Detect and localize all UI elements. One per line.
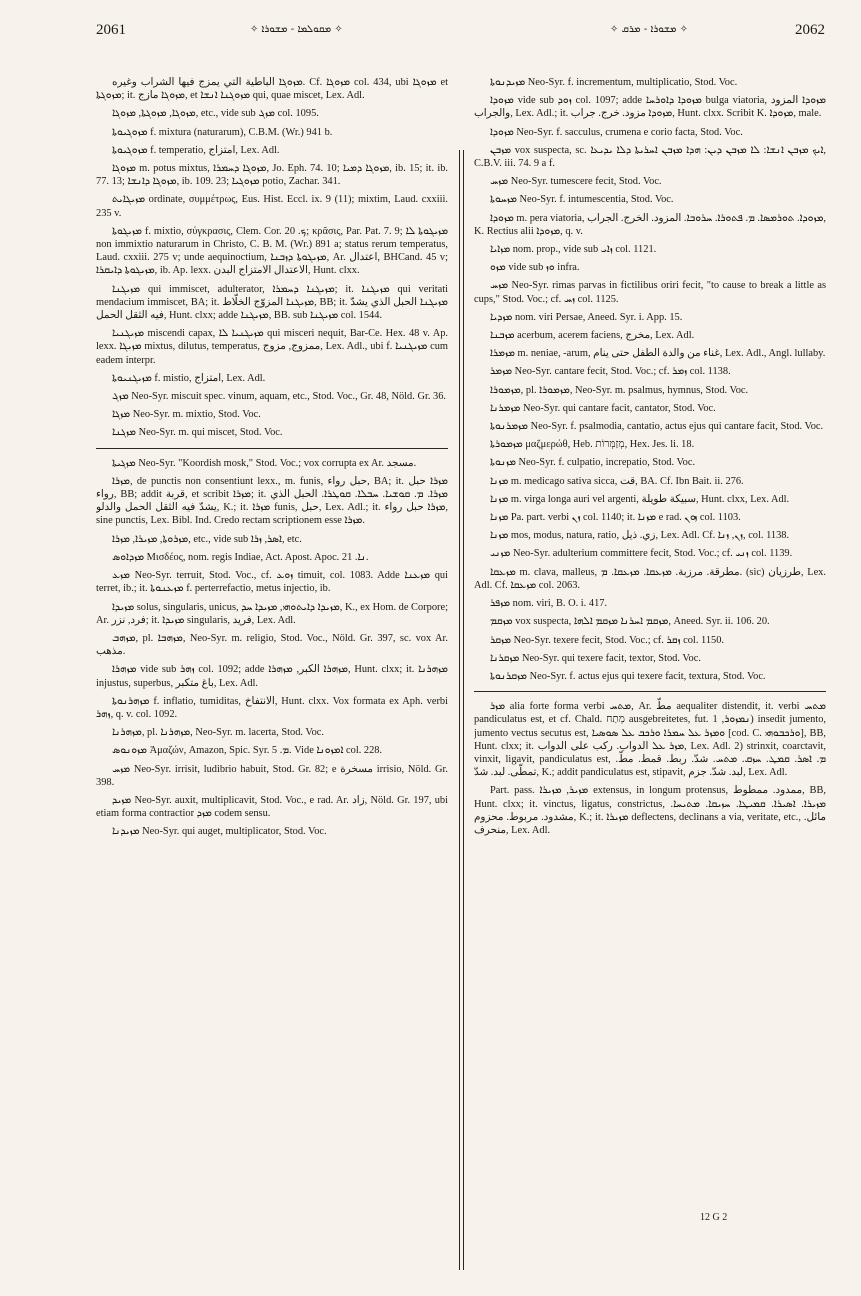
dictionary-entry: ܡܙܩܪ Neo-Syr. texere fecit, Stod. Voc.; cf. ܙܩܪ col. 1150. xyxy=(490,634,725,646)
dictionary-entry: ܡܙܕܐܘܣ Μισδέος, nom. regis Indiae, Act. Apost. Apoc. ܢܐ. 21. xyxy=(112,551,369,563)
dictionary-entry: ܡܙܘܓܝܘܬܐ f. temperatio, امتزاج, Lex. Adl. xyxy=(112,144,280,156)
dictionary-entry: ܡܙܥܩܐ m. clava, malleus, مطرقة. مرزبة. ܡܙܥܩܐ. ܡܙܥܩܐ. ܡ. (sic) طرزيان, Lex. Adl. Cf. ܡܙܥܩܐ col. 2063. xyxy=(474,566,826,591)
dictionary-entry: ܡܙܡܪ Neo-Syr. cantare fecit, Stod. Voc.; cf. ܙܡܪ col. 1138. xyxy=(490,366,731,378)
dictionary-entry: ܡܙܝܕܐ solus, singularis, unicus, ܡܙܝܕܐ ܕܐܝܬܘܗܝ, ܡܙܝܕܐ ܚܕ, K., ex Hom. de Corpore; Ar. فرد, نزر; it. ܡܙܝܕܐ singularis, فريد, Lex. Adl. xyxy=(96,601,448,626)
dictionary-entry: ܡܙܡܪܐ m. neniae, -arum, غناء من والدة الطفل حتى ينام, Lex. Adl., Angl. lullaby. xyxy=(490,348,826,360)
dictionary-entry: ܡܙܢܐ m. medicago sativa sicca, قت, BA. Cf. Ibn Bait. ii. 276. xyxy=(490,475,744,487)
dictionary-entry: ܡܙܘܓܐ m. potus mixtus, ܡܙܘܓܐ ܕܚܡܪܐ, Jo. Eph. 74. 10; ܡܙܘܓܐ ܕܡܝܐ, ib. 15; it. ib. 77. 13; ܡܙܘܓܐ ܕܐܢܫܐ, ib. 109. 23; ܡܙܘܓܝܐ potio, Zachar. 341. xyxy=(96,163,448,188)
dictionary-entry: ܡܙܩܪܢܘܬܐ Neo-Syr. f. actus ejus qui texere facit, textura, Stod. Voc. xyxy=(490,670,766,682)
dictionary-entry: ܡܙܓܝܬܐ Neo-Syr. "Koordish mosk," Stod. Voc.; vox corrupta ex Ar. مسجد. xyxy=(112,457,417,469)
left-column xyxy=(96,76,448,1256)
dictionary-entry: ܡܙܘܓܐ, ܡܙܘܓܬܐ, ܡܙܘܓܐ, etc., vide sub ܡܙܓ col. 1095. xyxy=(112,108,319,120)
dictionary-entry: ܡܙܢܐ Pa. part. verbi ܙܢ col. 1140; it. ܡܙܢܐ e rad. ܙܘܢ col. 1103. xyxy=(490,512,741,524)
dictionary-entry: ܡܙܡܪܢܐ Neo-Syr. qui cantare facit, cantator, Stod. Voc. xyxy=(490,402,716,414)
dictionary-entry: ܡܙܗܪܢܘܬܐ f. inflatio, tumiditas, الانتفاخ, Hunt. clxx. Vox formata ex Aph. verbi ܙܗܪ, q. v. col. 1092. xyxy=(96,695,448,720)
dictionary-entry: ܡܙܚ Neo-Syr. rimas parvas in fictilibus oriri fecit, "to cause to break a little as cups," Stod. Voc.; cf. ܙܚ col. 1125. xyxy=(474,280,826,305)
dictionary-entry: ܡܙܢܐ m. virga longa auri vel argenti, سبيكة طويلة, Hunt. clxx, Lex. Adl. xyxy=(490,493,790,505)
dictionary-entry: ܡܙܝܕܢܐ Neo-Syr. qui auget, multiplicator, Stod. Voc. xyxy=(112,826,327,838)
dictionary-entry: ܡܙܓ Neo-Syr. miscuit spec. vinum, aquam, etc., Stod. Voc., Gr. 48, Nöld. Gr. 36. xyxy=(112,391,447,403)
dictionary-entry: ܡܙܡܘܪܐ, pl. ܡܙܡܘܪܐ, Neo-Syr. m. psalmus, hymnus, Stod. Voc. xyxy=(490,384,749,396)
section-rule xyxy=(474,691,826,692)
dictionary-entry: ܡܙܪ alia forte forma verbi ܡܬܚ, Ar. مطّ aequaliter distendit, it. verbi ܡܬܚ pandiculatus est, et cf. Chald. מְתַח ausgebreitetes, fut. ܢܡܙܘܪ, 1) insedit jumento, jumento vectus secutus est, ܘܡܙܪ ܥܠ ܚܡܪܐ ܘܪܟܒ ܥܠ ܣܘܣܝܐ [cod. C. ܘܪܟܒܘܗܝ], BB, Hunt. clxx; it. ܡܙܪ ܥܠ الدواب. ركب على الدواب, Lex. Adl. 2) strinxit, coarctavit, vinxit, ligavit, pandiculatus est, ܡ. ܐܣܪ. ܩܡܛ. ܚܙܩ. ܡܬܚ. شدّ. ربط. قمط. مطّ. تمطّى. لبد. شدّ, K.; addit pandiculatus est, stipavit, لبد. شدّ. جزم, Lex. Adl. xyxy=(474,701,826,779)
dictionary-entry: ܡܙܝܕܢܘܬܐ Neo-Syr. f. incrementum, multiplicatio, Stod. Voc. xyxy=(490,77,738,88)
dictionary-entry: ܡܙܥ Neo-Syr. terruit, Stod. Voc., cf. ܙܘܥ timuit, col. 1083. Adde ܡܙܥܢܐ qui terret, ib.; it. ܡܙܥܢܘܬܐ f. perterrefactio, metus injectio, ib. xyxy=(96,570,448,595)
dictionary-entry: ܡܙܐܝܐ nom. prop., vide sub ܙܐܝ col. 1121. xyxy=(490,244,657,256)
dictionary-entry: Part. pass. ܡܙܝܪ, ܡܙܝܪܐ extensus, in longum protensus, ممدود. ممطوط, BB, Hunt. clxx; it. vinctus, ligatus, constrictus, ܡܙܝܪܐ. ܐܣܝܪܐ. ܩܡܝܛܐ. ܚܙܝܩܐ. ܡܬܝܚܐ. مشدود. مربوط. محزوم, K.; it. ܡܙܝܪܐ deflectens, declinans a via, veritate, etc., مائل. منحرف, Lex. Adl. xyxy=(474,785,826,836)
dictionary-entry: ܡܙܝܓܐܝܬ ordinate, συμμέτρως, Eus. Hist. Eccl. ix. 9 (11); mixtim, Laud. cxxiii. 235 v. xyxy=(96,194,448,219)
dictionary-entry: ܡܙܘܕܐ m. pera viatoria, ܡܙܘܕܐ. ܬܘܪܡܣܐ. ܡ. ܦܬܘܪܐ. ܚܪܘܒܐ. المزود. الخرج. الجراب, K. Rectius alii ܡܙܘܕܐ, q. v. xyxy=(474,212,826,237)
page-number-right: 2062 xyxy=(795,22,825,38)
dictionary-entry: ܡܙܪܘܬܐ, ܡܙܝܪܐ, ܡܙܪܐ, etc., vide sub ܐܣܪ, ܙܪܐ, etc. xyxy=(112,533,302,545)
dictionary-entry: ܡܙܘܢܘܣ Ἀμαζών, Amazon, Spic. Syr. ܡ. 5. Vide ܐܡܙܘܢܐ col. 228. xyxy=(112,745,383,757)
dictionary-entry: ܡܙܡܪܢܘܬܐ Neo-Syr. f. psalmodia, cantatio, actus ejus qui cantare facit, Stod. Voc. xyxy=(490,421,824,433)
dictionary-entry: ܡܙܪܐ, de punctis non consentiunt lexx., m. funis, حبل رواء, BA; it. ܡܙܪܐ حبل رواء, BB; addit قربة, et scribit ܡܙܪܐ; it. ܡܙܪܐ. ܡ. ܩܘܫܝܐ. ܚܒܠܐ. ܩܘܛܪܐ. الحبل الذي يشدّ فيه الثقل الحمل والدلو, K.; it. ܡܙܪܐ funis, حبل, Lex. Adl.; it. ܡܙܪܐ حبل رواء, sine punctis, Lex. Bibl. Ind. Credo rectam scriptionem esse ܡܙܪܐ. xyxy=(96,475,448,527)
dictionary-entry: ܡܙܓܐ Neo-Syr. m. mixtio, Stod. Voc. xyxy=(112,409,261,421)
column-divider xyxy=(459,150,460,1270)
dictionary-entry: ܡܙܚ Neo-Syr. tumescere fecit, Stod. Voc. xyxy=(490,176,662,188)
dictionary-entry: ܡܙܝܓܢܝܐ miscendi capax, ܡܙܝܓܢܝܐ ܠܐ qui misceri nequit, Bar-Ce. Hex. 48 v. Ap. lexx. ܡܙܝܓܐ mixtus, dilutus, temperatus, ممزوج, مزوج, Lex. Adl., ubi f. ܡܙܝܓܢܝܐ cum eadem interpr. xyxy=(96,328,448,366)
dictionary-entry: ܡܙܢܘܬܐ Neo-Syr. f. culpatio, increpatio, Stod. Voc. xyxy=(490,457,696,469)
dictionary-entry: ܡܙܢܝ Neo-Syr. adulterium committere fecit, Stod. Voc.; cf. ܙܢܝ col. 1139. xyxy=(490,548,793,560)
column-divider xyxy=(463,150,464,1270)
dictionary-entry: ܡܙܘܕܐ Neo-Syr. f. sacculus, crumena e corio facta, Stod. Voc. xyxy=(490,126,743,138)
dictionary-entry: ܡܙܗܪܢܐ, pl. ܡܙܗܪܢܐ, Neo-Syr. m. lacerta, Stod. Voc. xyxy=(112,727,324,739)
running-head-right: ✧ ܡܫܘܪܐ - ܡܪܩ ✧ xyxy=(610,24,689,35)
dictionary-entry: ܡܙܩܡ vox suspecta, ܡܙܩܡ ܐܚܪܢܐ ܡܙܩܡ ܐܠܗܐ, Aneed. Syr. ii. 106. 20. xyxy=(490,616,770,628)
dictionary-entry: ܡܙܒܢ vox suspecta, sc. ܐܝܟ ܡܙܒܢ ܐܢܫܐ: ܠܐ ܡܙܒܢ ܕܝܢ: ܗܕܐ ܡܙܒܢ ܐܚܪܝܬܐ ܕܠܐ ܝܕܝܥܐ, C.B.V. iii. 74. 9 a f. xyxy=(474,144,826,170)
dictionary-entry: ܡܙܚܘܬܐ Neo-Syr. f. intumescentia, Stod. Voc. xyxy=(490,194,674,206)
dictionary-entry: ܡܙܝܓܢܝܘܬܐ f. mistio, امتزاج, Lex. Adl. xyxy=(112,372,266,384)
dictionary-entry: ܡܙܝܓܢܐ qui immiscet, adulterator, ܡܙܝܓܢܐ ܕܚܡܪܐ; it. ܡܙܝܓܢܐ qui veritati mendacium immiscet, BA; it. ܡܙܝܓܢܐ المزوّج الخلّاط, BB; it. ܡܙܝܓܢܐ الحبل الذي يشدّ فيه الثقل الحمل, Hunt. clxx; adde ܡܙܝܓܢܐ, BB. sub ܡܙܝܓܢܐ col. 1544. xyxy=(96,283,448,322)
dictionary-entry: ܡܙܝܕ Neo-Syr. auxit, multiplicavit, Stod. Voc., e rad. Ar. زاد, Nöld. Gr. 197, ubi etiam forma contractior ܡܙܕ codem sensu. xyxy=(96,794,448,820)
dictionary-entry: ܡܙܩܪܢܐ Neo-Syr. qui texere facit, textor, Stod. Voc. xyxy=(490,652,701,664)
running-head-left: ✧ ܡܩܘܠܡܐ - ܡܫܘܪܐ ✧ xyxy=(250,24,343,35)
dictionary-entry: ܡܙܓܢܐ Neo-Syr. m. qui miscet, Stod. Voc. xyxy=(112,427,283,439)
dictionary-entry: ܡܙܘܓܐ الباطية التي يمزج فيها الشراب وغيره. Cf. ܡܙܘܓܐ col. 434, ubi ܡܙܘܓܐ et ܡܙܘܓܬܐ; it. ܡܙܘܓܐ مازج, et ܡܙܘܓܢܐ ܐܢܫܐ qui, quae miscet, Lex. Adl. xyxy=(96,77,448,102)
dictionary-entry: ܡܙܕܝܐ nom. viri Persae, Aneed. Syr. i. App. 15. xyxy=(490,311,683,323)
dictionary-entry: ܡܙܗܪܐ vide sub ܙܗܪ col. 1092; adde ܡܙܗܪܐ الكبر, ܡܙܗܪܐ, Hunt. clxx; it. ܡܙܗܪܢܐ injustus, superbus, باغ متكبر, Lex. Adl. xyxy=(96,664,448,689)
dictionary-entry: ܡܙܒܢܐ acerbum, acerem faciens, مخرج, Lex. Adl. xyxy=(490,330,695,342)
signature-mark: 12 G 2 xyxy=(700,1212,728,1223)
right-column xyxy=(474,76,826,1256)
dictionary-entry: ܡܙܘܕܐ vide sub ܙܘܕ col. 1097; adde ܡܙܘܕܐ ܕܐܘܪܚܐ bulga viatoria, ܡܙܘܕܐ المزود والجراب, Lex. Adl.; it. ܡܙܘܕܐ مزود. خرج. جراب, Hunt. clxx. Scribit K. ܡܙܘܕܐ, male. xyxy=(474,95,826,120)
dictionary-entry: ܡܙܘܓܝܘܬܐ f. mixtura (naturarum), C.B.M. (Wr.) 941 b. xyxy=(112,126,333,138)
section-rule xyxy=(96,448,448,449)
dictionary-entry: ܡܙܦܪ nom. viri, B. O. i. 417. xyxy=(490,598,608,610)
page-header xyxy=(0,0,861,60)
dictionary-entry: ܡܙܗܒ, pl. ܡܙܗܒܐ, Neo-Syr. m. religio, Stod. Voc., Nöld. Gr. 397, sc. vox Ar. مذهب. xyxy=(96,632,448,658)
page-number-left: 2061 xyxy=(96,22,126,38)
dictionary-entry: ܡܙܢܐ mos, modus, natura, ratio, زي. ذيل, Lex. Adl. Cf. ܙܢ, ܙܢܐ, col. 1138. xyxy=(490,530,790,542)
dictionary-entry: ܡܙܡܘܪܬܐ μαζμερώθ, Heb. מְזַמְּרוֹת, Hex. Jes. li. 18. xyxy=(490,439,695,451)
dictionary-entry: ܡܙܚ Neo-Syr. irrisit, ludibrio habuit, Stod. Gr. 82; e مسخرة irrisio, Nöld. Gr. 398. xyxy=(96,763,448,788)
dictionary-entry: ܡܙܘ vide sub ܘܙ infra. xyxy=(490,262,580,274)
dictionary-entry: ܡܙܝܓܘܬܐ f. mixtio, σύγκρασις, Clem. Cor. ܟ. 20; κρᾶσις, Par. Pat. 7. 9; ܡܙܝܓܘܬܐ ܠܐ non immixtio naturarum in Christo, C. B. M. (Wr.) 891 a; status rerum temperatus, Laud. cxxiii. 275 v; unde aequinoctium, ܡܙܝܓܘܬܐ ܕܙܒܢܐ, Ar. اعتدال, BHCand. 45 v; ܡܙܝܓܘܬܐ ܕܐܝܩܪܐ, ib. Ap. lexx. الاعتدال الامتزاج البدن, Hunt. clxx. xyxy=(96,225,448,277)
